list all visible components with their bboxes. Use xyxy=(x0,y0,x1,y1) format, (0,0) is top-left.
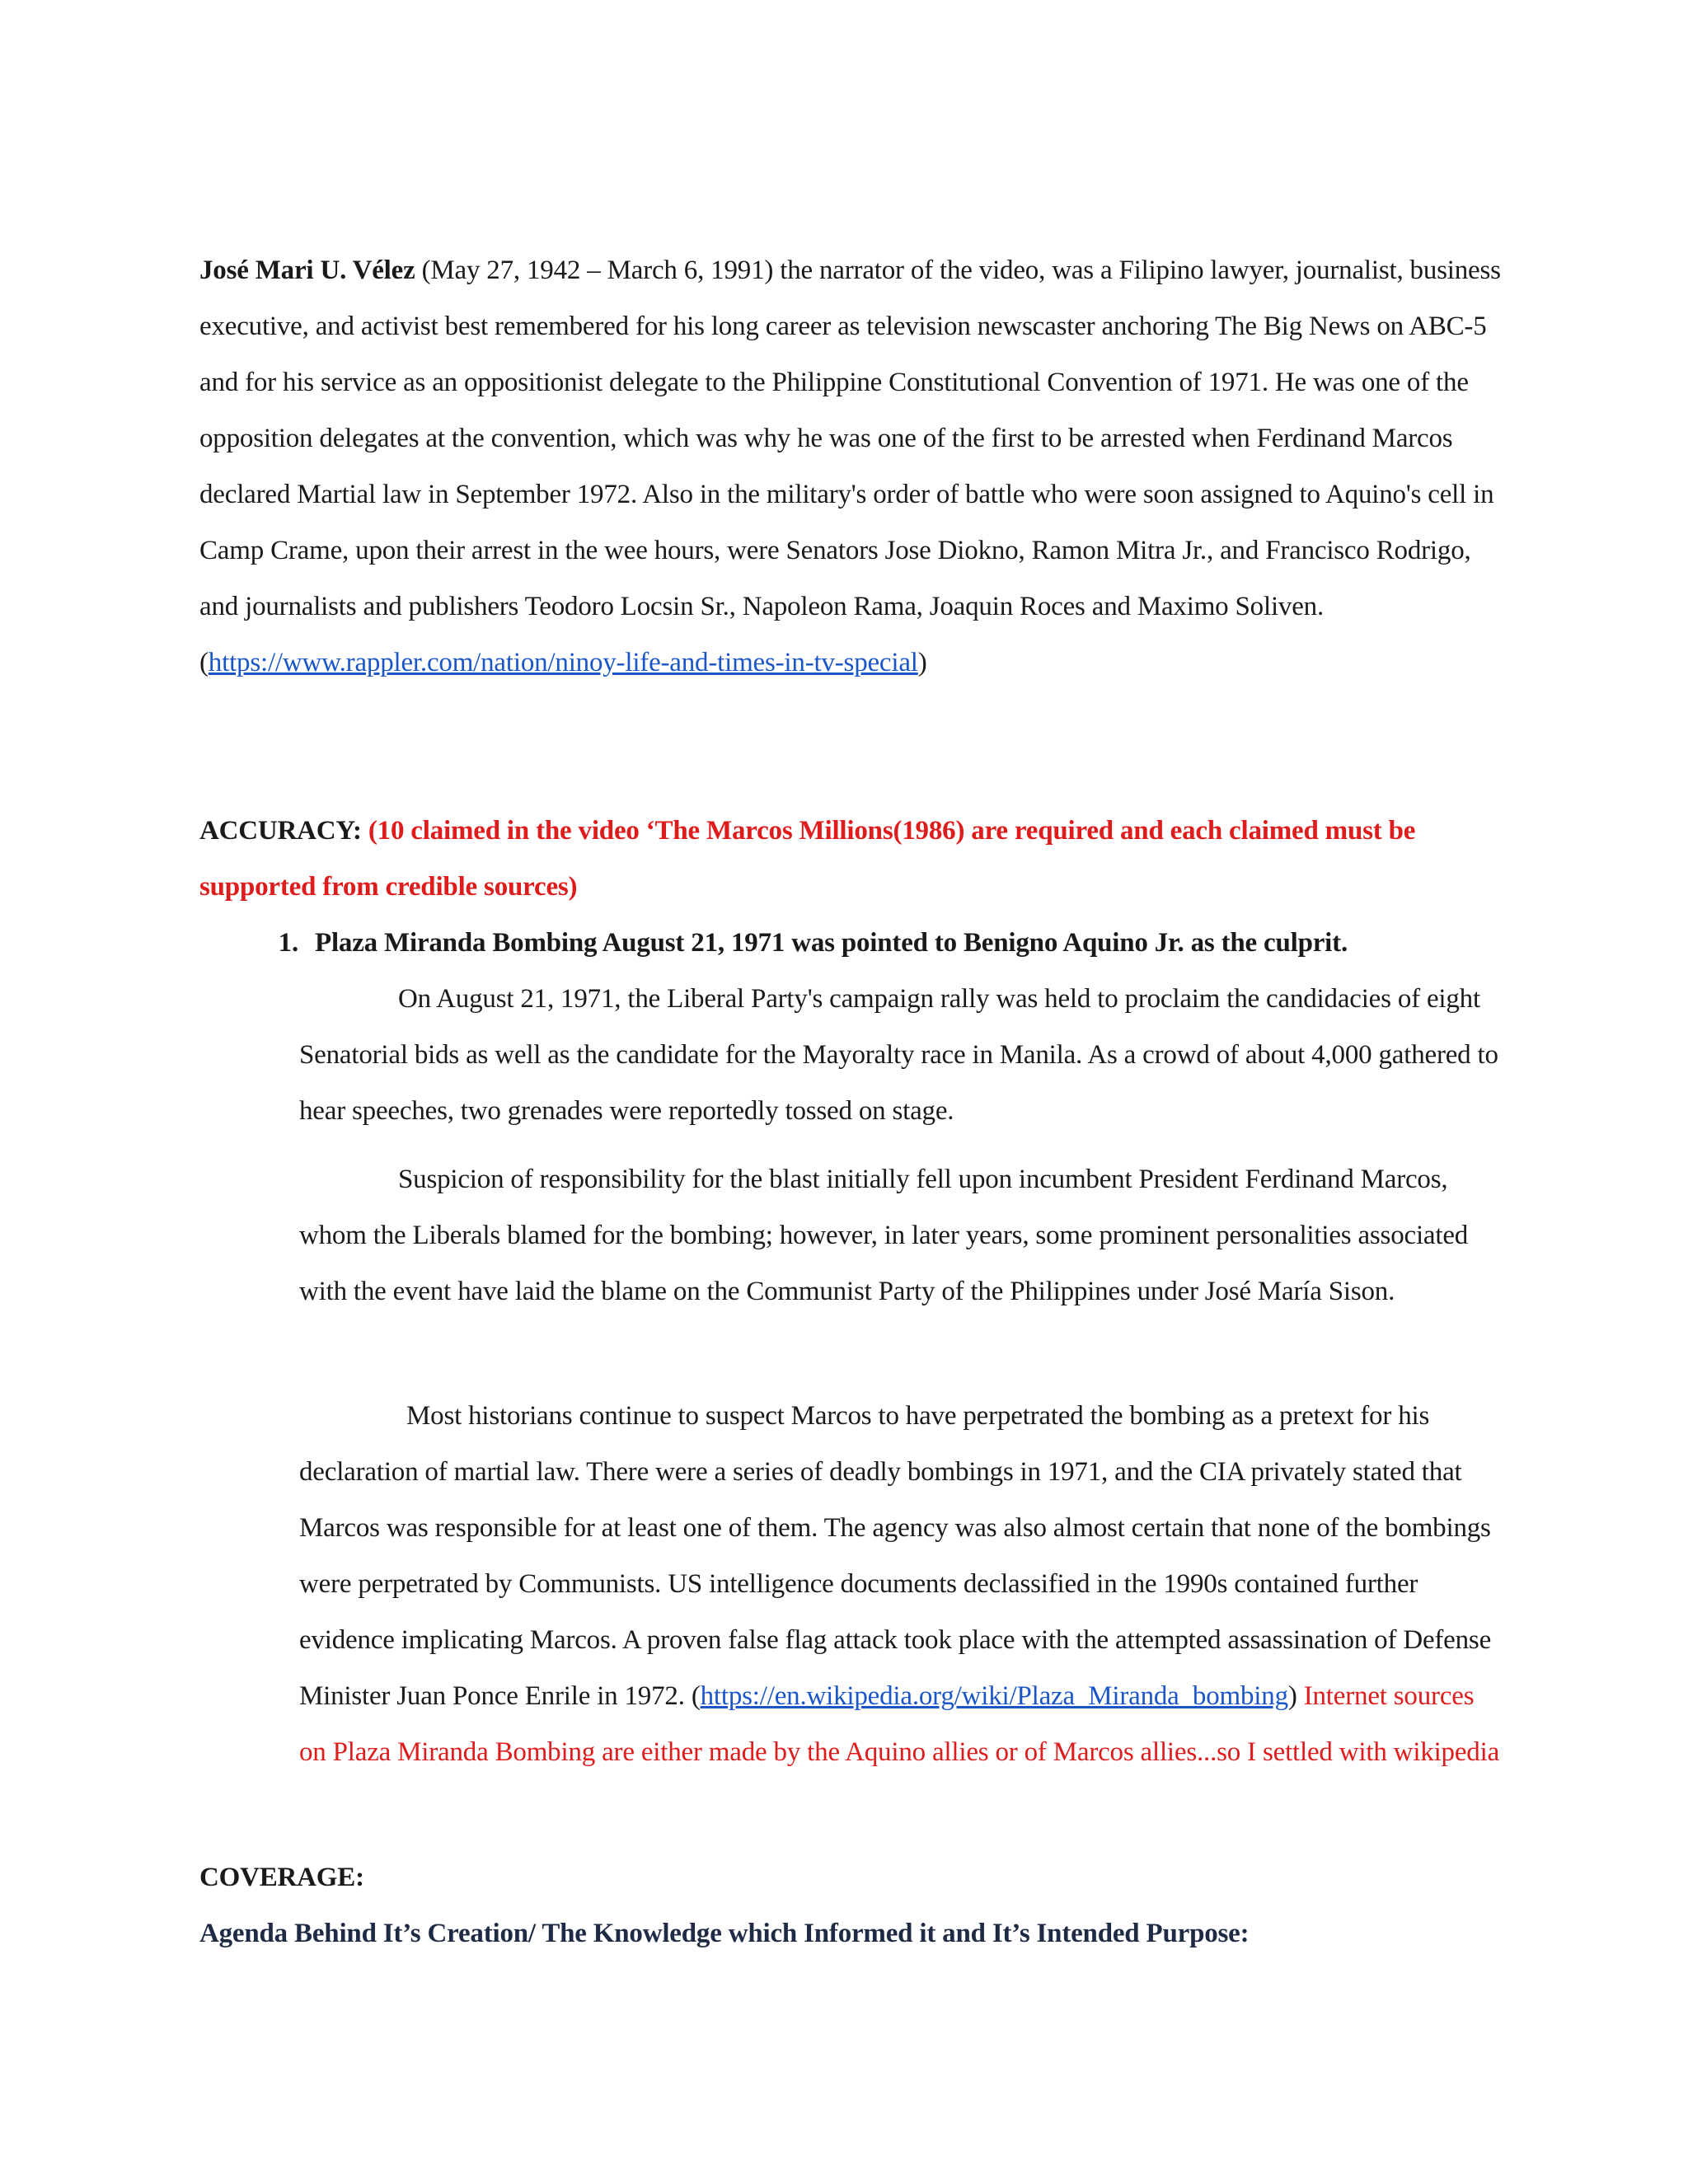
accuracy-note: (10 claimed in the video ‘The Marcos Millions(1986) are required and each claimed must be supported from credible sources) xyxy=(199,816,1416,902)
item-paragraph-1-text: On August 21, 1971, the Liberal Party's campaign rally was held to proclaim the candidacies of eight Senatorial bids as well as the candidate for the Mayoralty race in Manila. As a crowd of about 4,000 gathered to hear speeches, two grenades were reportedly tossed on stage. xyxy=(299,984,1498,1126)
source-link-open: ( xyxy=(691,1681,701,1711)
item-paragraph-3 xyxy=(299,1388,1503,1780)
list-item-title: Plaza Miranda Bombing August 21, 1971 was pointed to Benigno Aquino Jr. as the culprit. xyxy=(315,928,1348,958)
list-item-heading xyxy=(199,915,1518,971)
coverage-heading: COVERAGE: xyxy=(199,1863,364,1892)
rappler-link[interactable]: https://www.rappler.com/nation/ninoy-life-and-times-in-tv-special xyxy=(208,648,918,677)
intro-paragraph xyxy=(199,242,1502,691)
accuracy-label: ACCURACY: xyxy=(199,816,362,846)
list-item-number: 1. xyxy=(278,928,298,958)
item-paragraph-2-text: Suspicion of responsibility for the blast initially fell upon incumbent President Ferdinand Marcos, whom the Liberals blamed for the bombing; however, in later years, some prominent personalities associated with the event have laid the blame on the Communist Party of the Philippines under José María Sison. xyxy=(299,1165,1469,1306)
source-link-close: ) xyxy=(1287,1681,1297,1711)
agenda-heading: Agenda Behind It’s Creation/ The Knowledge which Informed it and It’s Intended Purpose: xyxy=(199,1919,1250,1948)
accuracy-heading xyxy=(199,803,1502,915)
item-paragraph-1 xyxy=(299,971,1503,1139)
item-paragraph-2 xyxy=(299,1151,1503,1319)
intro-link-open: ( xyxy=(199,648,209,677)
intro-name: José Mari U. Vélez xyxy=(199,255,415,285)
intro-text: (May 27, 1942 – March 6, 1991) the narrator of the video, was a Filipino lawyer, journalist, business executive, and activist best remembered for his long career as television newscaster anchoring The Big News on ABC-5 and for his service as an oppositionist delegate to the Philippine Constitutional Convention of 1971. He was one of the opposition delegates at the convention, which was why he was one of the first to be arrested when Ferdinand Marcos declared Martial law in September 1972. Also in the military's order of battle who were soon assigned to Aquino's cell in Camp Crame, upon their arrest in the wee hours, were Senators Jose Diokno, Ramon Mitra Jr., and Francisco Rodrigo, and journalists and publishers Teodoro Locsin Sr., Napoleon Rama, Joaquin Roces and Maximo Soliven. xyxy=(199,255,1501,621)
source-note: Internet sources on Plaza Miranda Bombing are either made by the Aquino allies or of Marcos allies...so I settled with wikipedia xyxy=(299,1681,1500,1767)
item-paragraph-3-text: Most historians continue to suspect Marcos to have perpetrated the bombing as a pretext for his declaration of martial law. There were a series of deadly bombings in 1971, and the CIA privately stated that Marcos was responsible for at least one of them. The agency was also almost certain that none of the bombings were perpetrated by Communists. US intelligence documents declassified in the 1990s contained further evidence implicating Marcos. A proven false flag attack took place with the attempted assassination of Defense Minister Juan Ponce Enrile in 1972. xyxy=(299,1401,1492,1711)
intro-link-close: ) xyxy=(917,648,927,677)
wikipedia-link[interactable]: https://en.wikipedia.org/wiki/Plaza_Miranda_bombing xyxy=(700,1681,1288,1711)
